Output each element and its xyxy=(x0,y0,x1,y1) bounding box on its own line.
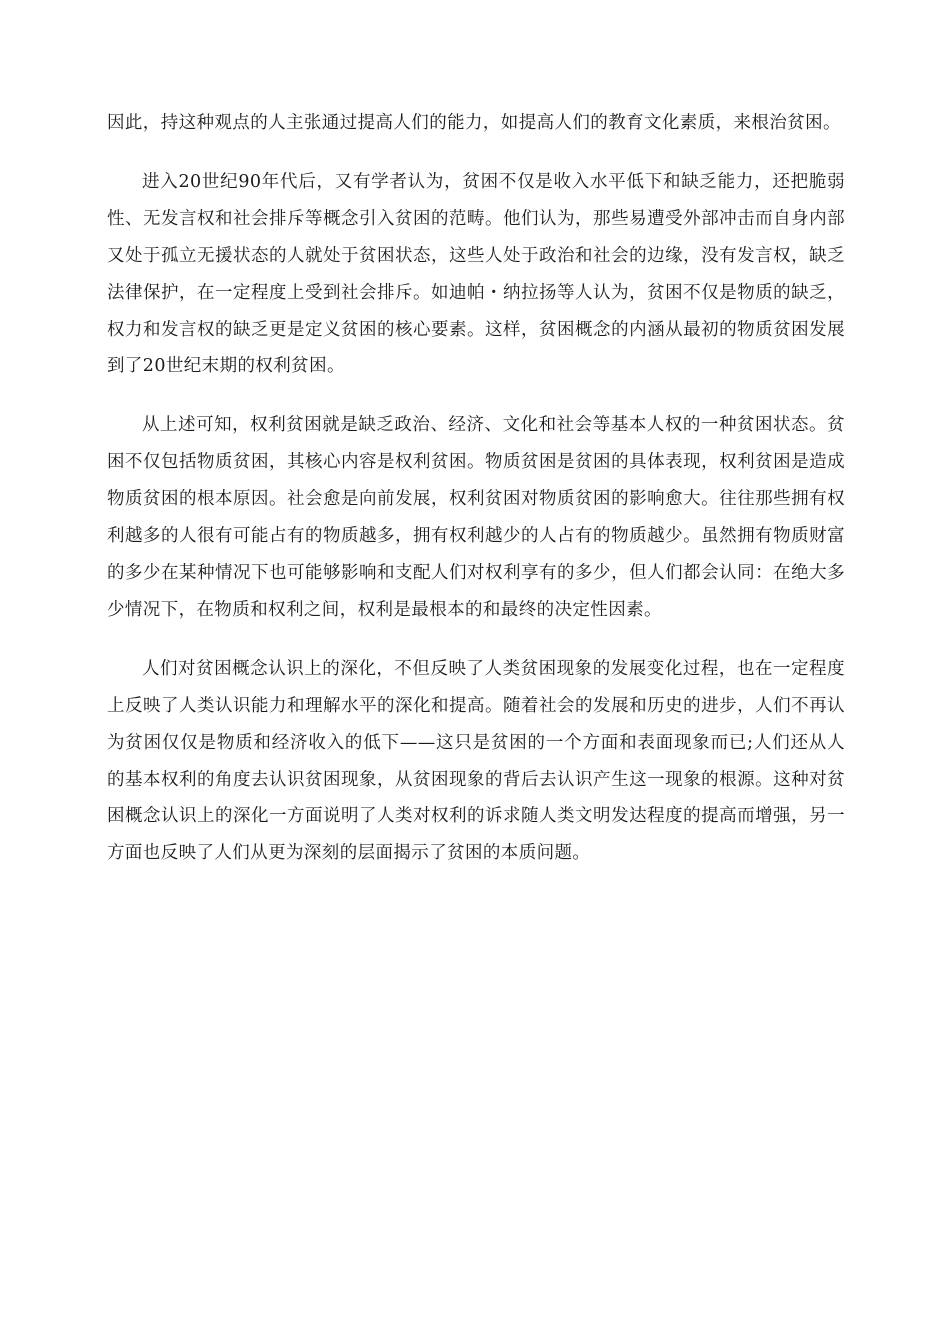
paragraph-2: 进入20世纪90年代后，又有学者认为，贫困不仅是收入水平低下和缺乏能力，还把脆弱性、无发言权和社会排斥等概念引入贫困的范畴。他们认为，那些易遭受外部冲击而自身内部又处于孤立无援状态的人就处于贫困状态，这些人处于政治和社会的边缘，没有发言权，缺乏法律保护，在一定程度上受到社会排斥。如迪帕・纳拉扬等人认为，贫困不仅是物质的缺乏，权力和发言权的缺乏更是定义贫困的核心要素。这样，贫困概念的内涵从最初的物质贫困发展到了20世纪末期的权利贫困。 xyxy=(107,171,845,377)
paragraph-3: 从上述可知，权利贫困就是缺乏政治、经济、文化和社会等基本人权的一种贫困状态。贫困不仅包括物质贫困，其核心内容是权利贫困。物质贫困是贫困的具体表现，权利贫困是造成物质贫困的根本原因。社会愈是向前发展，权利贫困对物质贫困的影响愈大。往往那些拥有权利越多的人很有可能占有的物质越多，拥有权利越少的人占有的物质越少。虽然拥有物质财富的多少在某种情况下也可能够影响和支配人们对权利享有的多少，但人们都会认同：在绝大多少情况下，在物质和权利之间，权利是最根本的和最终的决定性因素。 xyxy=(107,415,845,620)
paragraph-1: 因此，持这种观点的人主张通过提高人们的能力，如提高人们的教育文化素质，来根治贫困。 xyxy=(107,113,841,133)
paragraph-gap xyxy=(107,629,845,651)
paragraph-4: 人们对贫困概念认识上的深化，不但反映了人类贫困现象的发展变化过程，也在一定程度上反映了人类认识能力和理解水平的深化和提高。随着社会的发展和历史的进步，人们不再认为贫困仅仅是物质和经济收入的低下——这只是贫困的一个方面和表面现象而已;人们还从人的基本权利的角度去认识贫困现象，从贫困现象的背后去认识产生这一现象的根源。这种对贫困概念认识上的深化一方面说明了人类对权利的诉求随人类文明发达程度的提高而增强，另一方面也反映了人们从更为深刻的层面揭示了贫困的本质问题。 xyxy=(107,658,845,864)
document-body xyxy=(107,105,845,872)
paragraph-gap xyxy=(107,385,845,407)
paragraph-gap xyxy=(107,142,845,164)
